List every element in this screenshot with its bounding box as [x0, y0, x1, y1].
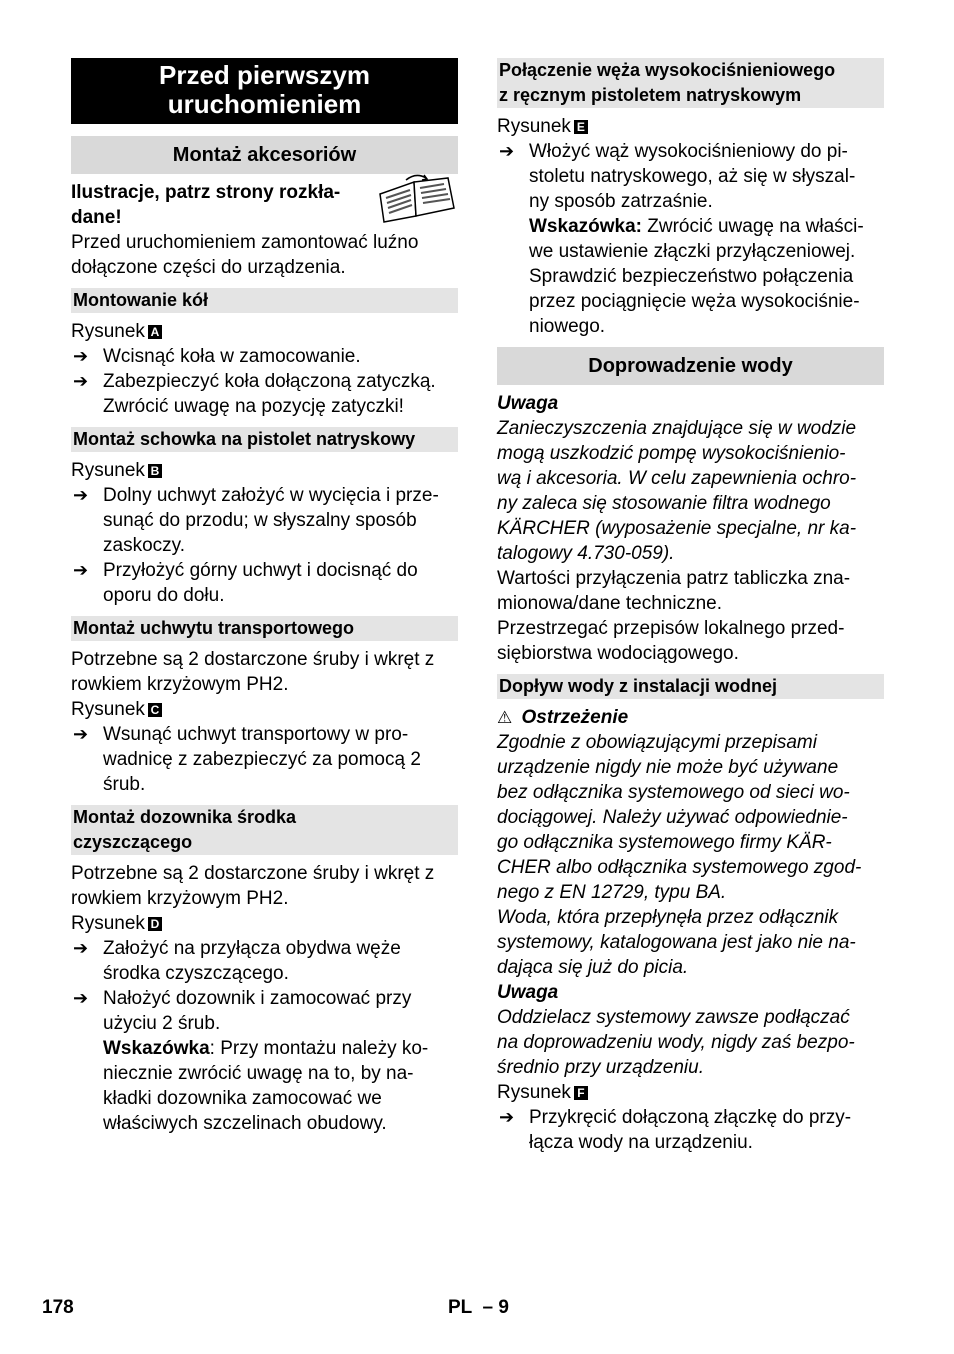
arrow-icon: ➔	[73, 346, 89, 366]
figure-ref-d: Rysunek D	[71, 911, 458, 936]
arrow-icon: ➔	[73, 371, 89, 391]
figure-ref-a: Rysunek A	[71, 319, 458, 344]
gun-holder-step-2: ➔ Przyłożyć górny uchwyt i docisnąć do oporu do dołu.	[73, 560, 418, 606]
arrow-icon: ➔	[73, 485, 89, 505]
transport-step-1: ➔ Wsunąć uchwyt transportowy w pro- wadnicę z zabezpieczyć za pomocą 2 śrub.	[73, 724, 421, 795]
mains-water-step-1: ➔ Przykręcić dołączoną złączkę do przy- łącza wody na urządzeniu.	[499, 1107, 852, 1153]
figure-ref-f: Rysunek F	[497, 1080, 884, 1105]
chapter-title-line2: uruchomieniem	[167, 89, 362, 119]
wheels-step-1: ➔ Wcisnąć koła w zamocowanie.	[73, 346, 361, 367]
hose-step-1: ➔ Włożyć wąż wysokociśnieniowy do pi- stoletu natryskowego, aż się w słyszal- ny sposób zatrzaśnie. Wskazówka: Zwrócić uwagę na właści- we ustawienie złączki przyłączeniowej. Sprawdzić bezpieczeństwo połączenia przez pociągnięcie węża wysokociśnie- niowego.	[499, 141, 864, 337]
figure-letter-d: D	[148, 917, 162, 931]
arrow-icon: ➔	[499, 141, 515, 161]
warning-heading: ⚠ Ostrzeżenie	[497, 707, 629, 728]
arrow-icon: ➔	[73, 724, 89, 744]
dispenser-text-line2: rowkiem krzyżowym PH2.	[71, 888, 289, 909]
chapter-title	[71, 58, 458, 124]
right-column	[497, 58, 884, 1155]
left-column	[71, 58, 458, 1136]
dispenser-step-1: ➔ Założyć na przyłącza obydwa węże środka czyszczącego.	[73, 938, 401, 984]
warning-text: Zgodnie z obowiązującymi przepisami urządzenie nigdy nie może być używane bez odłącznika systemowego od sieci wo- dociągowej. Należy używać odpowiednie- go odłącznika systemowego firmy KÄR- CHER albo odłącznika systemowego zgod- nego z EN 12729, typu BA. Woda, która przepłynęła przez odłącznik systemowy, katalogowana jest jako nie na- dająca się już do picia.	[497, 732, 862, 978]
hint-label: Wskazówka	[103, 1038, 210, 1059]
subheading-transport-handle: Montaż uchwytu transportowego	[71, 616, 458, 641]
gun-holder-step-1: ➔ Dolny uchwyt założyć w wycięcia i prze- sunąć do przodu; w słyszalny sposób zaskoczy.	[73, 485, 439, 556]
figure-letter-e: E	[574, 120, 588, 134]
chapter-title-line1: Przed pierwszym	[159, 60, 370, 90]
note-line2: dane!	[71, 207, 122, 228]
subheading-detergent-dispenser: Montaż dozownika środka czyszczącego	[71, 805, 458, 855]
arrow-icon: ➔	[73, 938, 89, 958]
water-supply-text1-line2: mionowa/dane techniczne.	[497, 593, 722, 614]
transport-text-line2: rowkiem krzyżowym PH2.	[71, 674, 289, 695]
arrow-icon: ➔	[499, 1107, 515, 1127]
arrow-icon: ➔	[73, 560, 89, 580]
water-supply-text1-line1: Wartości przyłączenia patrz tabliczka zna-	[497, 568, 851, 589]
note-line1: Ilustracje, patrz strony rozkła-	[71, 182, 341, 203]
figure-letter-f: F	[574, 1086, 588, 1100]
section-heading-water-supply: Doprowadzenie wody	[497, 347, 884, 385]
warning-icon: ⚠	[497, 708, 513, 727]
water-supply-text2-line2: siębiorstwa wodociągowego.	[497, 643, 739, 664]
caution-label: Uwaga	[497, 393, 559, 414]
section-heading-accessories: Montaż akcesoriów	[71, 136, 458, 174]
hint-label: Wskazówka:	[529, 216, 642, 237]
accessories-text-line1: Przed uruchomieniem zamontować luźno	[71, 232, 419, 253]
subheading-mains-water: Dopływ wody z instalacji wodnej	[497, 674, 884, 699]
language-page-label: PL – 9	[448, 1297, 509, 1318]
dispenser-text-line1: Potrzebne są 2 dostarczone śruby i wkręt z	[71, 863, 435, 884]
dispenser-step-2: ➔ Nałożyć dozownik i zamocować przy użyciu 2 śrub. Wskazówka: Przy montażu należy ko- niecznie zwrócić uwagę na to, by na- kładki dozownika zamocować we właściwych szczelinach obudowy.	[73, 988, 429, 1134]
figure-ref-c: Rysunek C	[71, 697, 458, 722]
figure-letter-a: A	[148, 325, 162, 339]
open-book-icon	[376, 174, 458, 224]
accessories-text-line2: dołączone części do urządzenia.	[71, 257, 346, 278]
caution-label-2: Uwaga	[497, 982, 559, 1003]
figure-letter-b: B	[148, 464, 162, 478]
subheading-wheels: Montowanie kół	[71, 288, 458, 313]
subheading-gun-holder: Montaż schowka na pistolet natryskowy	[71, 427, 458, 452]
wheels-step-2: ➔ Zabezpieczyć koła dołączoną zatyczką. Zwrócić uwagę na pozycję zatyczki!	[73, 371, 436, 417]
figure-ref-b: Rysunek B	[71, 458, 458, 483]
illustrations-note	[71, 180, 458, 230]
transport-text-line1: Potrzebne są 2 dostarczone śruby i wkręt z	[71, 649, 435, 670]
caution-text: Zanieczyszczenia znajdujące się w wodzie mogą uszkodzić pompę wysokociśnienio- wą i akcesoria. W celu zapewnienia ochro- ny zaleca się stosowanie filtra wodnego KÄRCHER (wyposażenie specjalne, nr ka- talogowy 4.730-059).	[497, 418, 857, 564]
figure-letter-c: C	[148, 703, 162, 717]
page-number: 178	[42, 1297, 74, 1318]
arrow-icon: ➔	[73, 988, 89, 1008]
subheading-hose-connection: Połączenie węża wysokociśnieniowego z ręcznym pistoletem natryskowym	[497, 58, 884, 108]
water-supply-text2-line1: Przestrzegać przepisów lokalnego przed-	[497, 618, 845, 639]
figure-ref-e: Rysunek E	[497, 114, 884, 139]
caution-text-2: Oddzielacz systemowy zawsze podłączać na doprowadzeniu wody, nigdy zaś bezpo- średnio przy urządzeniu.	[497, 1007, 855, 1078]
